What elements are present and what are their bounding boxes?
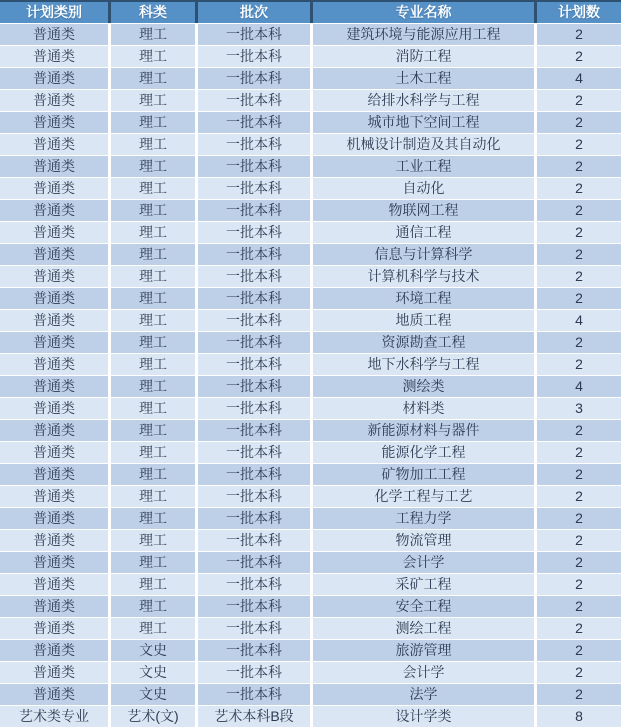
- cell-plan-count: 2: [537, 574, 621, 595]
- cell-major-name: 测绘类: [313, 376, 534, 397]
- cell-plan-category: 普通类: [0, 574, 108, 595]
- cell-subject-type: 理工: [111, 508, 195, 529]
- cell-plan-count: 2: [537, 354, 621, 375]
- cell-plan-category: 普通类: [0, 178, 108, 199]
- cell-subject-type: 理工: [111, 288, 195, 309]
- cell-subject-type: 理工: [111, 112, 195, 133]
- cell-major-name: 资源勘查工程: [313, 332, 534, 353]
- cell-major-name: 物流管理: [313, 530, 534, 551]
- cell-batch: 一批本科: [198, 90, 310, 111]
- cell-major-name: 测绘工程: [313, 618, 534, 639]
- cell-plan-count: 2: [537, 486, 621, 507]
- cell-plan-category: 普通类: [0, 112, 108, 133]
- cell-plan-count: 2: [537, 24, 621, 45]
- cell-plan-category: 普通类: [0, 156, 108, 177]
- cell-subject-type: 理工: [111, 354, 195, 375]
- cell-plan-category: 普通类: [0, 464, 108, 485]
- cell-major-name: 通信工程: [313, 222, 534, 243]
- cell-plan-category: 普通类: [0, 332, 108, 353]
- cell-subject-type: 理工: [111, 398, 195, 419]
- cell-plan-category: 普通类: [0, 640, 108, 661]
- cell-subject-type: 理工: [111, 178, 195, 199]
- cell-batch: 一批本科: [198, 178, 310, 199]
- table-row: [0, 310, 621, 331]
- cell-plan-category: 普通类: [0, 596, 108, 617]
- cell-subject-type: 理工: [111, 552, 195, 573]
- cell-batch: 一批本科: [198, 310, 310, 331]
- cell-plan-category: 普通类: [0, 530, 108, 551]
- cell-major-name: 工业工程: [313, 156, 534, 177]
- cell-plan-count: 2: [537, 178, 621, 199]
- cell-subject-type: 理工: [111, 90, 195, 111]
- column-header-subject-type: 科类: [111, 2, 195, 23]
- cell-subject-type: 理工: [111, 376, 195, 397]
- cell-major-name: 建筑环境与能源应用工程: [313, 24, 534, 45]
- cell-major-name: 化学工程与工艺: [313, 486, 534, 507]
- cell-plan-category: 普通类: [0, 24, 108, 45]
- table-row: [0, 508, 621, 529]
- cell-major-name: 消防工程: [313, 46, 534, 67]
- cell-subject-type: 理工: [111, 46, 195, 67]
- table-row: [0, 24, 621, 45]
- cell-subject-type: 理工: [111, 486, 195, 507]
- cell-batch: 一批本科: [198, 244, 310, 265]
- table-row: [0, 112, 621, 133]
- table-row: [0, 288, 621, 309]
- table-row: [0, 398, 621, 419]
- cell-batch: 一批本科: [198, 156, 310, 177]
- cell-plan-count: 2: [537, 200, 621, 221]
- cell-batch: 一批本科: [198, 398, 310, 419]
- cell-plan-count: 2: [537, 596, 621, 617]
- cell-plan-count: 4: [537, 310, 621, 331]
- cell-batch: 一批本科: [198, 112, 310, 133]
- cell-batch: 一批本科: [198, 684, 310, 705]
- cell-batch: 一批本科: [198, 288, 310, 309]
- column-header-batch: 批次: [198, 2, 310, 23]
- table-row: [0, 376, 621, 397]
- cell-batch: 一批本科: [198, 134, 310, 155]
- cell-major-name: 采矿工程: [313, 574, 534, 595]
- cell-subject-type: 文史: [111, 662, 195, 683]
- cell-plan-category: 普通类: [0, 684, 108, 705]
- cell-subject-type: 理工: [111, 200, 195, 221]
- cell-subject-type: 理工: [111, 310, 195, 331]
- cell-major-name: 材料类: [313, 398, 534, 419]
- cell-plan-count: 4: [537, 68, 621, 89]
- cell-subject-type: 理工: [111, 596, 195, 617]
- cell-subject-type: 文史: [111, 640, 195, 661]
- cell-major-name: 物联网工程: [313, 200, 534, 221]
- cell-plan-category: 普通类: [0, 662, 108, 683]
- cell-plan-count: 2: [537, 134, 621, 155]
- cell-subject-type: 理工: [111, 134, 195, 155]
- cell-plan-count: 2: [537, 332, 621, 353]
- cell-plan-count: 8: [537, 706, 621, 727]
- cell-plan-category: 普通类: [0, 376, 108, 397]
- cell-batch: 一批本科: [198, 530, 310, 551]
- cell-plan-category: 普通类: [0, 46, 108, 67]
- cell-batch: 一批本科: [198, 24, 310, 45]
- cell-subject-type: 理工: [111, 24, 195, 45]
- cell-major-name: 计算机科学与技术: [313, 266, 534, 287]
- cell-plan-category: 普通类: [0, 288, 108, 309]
- cell-plan-count: 4: [537, 376, 621, 397]
- cell-plan-category: 普通类: [0, 90, 108, 111]
- table-row: [0, 684, 621, 705]
- cell-subject-type: 理工: [111, 464, 195, 485]
- table-row: [0, 68, 621, 89]
- cell-plan-category: 普通类: [0, 420, 108, 441]
- cell-major-name: 机械设计制造及其自动化: [313, 134, 534, 155]
- cell-subject-type: 理工: [111, 618, 195, 639]
- cell-plan-count: 2: [537, 156, 621, 177]
- cell-plan-count: 2: [537, 618, 621, 639]
- table-row: [0, 552, 621, 573]
- cell-batch: 一批本科: [198, 222, 310, 243]
- cell-plan-count: 2: [537, 112, 621, 133]
- table-row: [0, 222, 621, 243]
- cell-batch: 一批本科: [198, 354, 310, 375]
- cell-batch: 一批本科: [198, 508, 310, 529]
- cell-major-name: 矿物加工工程: [313, 464, 534, 485]
- table-row: [0, 706, 621, 727]
- cell-major-name: 土木工程: [313, 68, 534, 89]
- table-row: [0, 442, 621, 463]
- table-row: [0, 134, 621, 155]
- table-row: [0, 640, 621, 661]
- cell-batch: 一批本科: [198, 420, 310, 441]
- cell-subject-type: 艺术(文): [111, 706, 195, 727]
- cell-batch: 一批本科: [198, 68, 310, 89]
- table-row: [0, 574, 621, 595]
- cell-batch: 一批本科: [198, 662, 310, 683]
- cell-batch: 一批本科: [198, 464, 310, 485]
- table-row: [0, 618, 621, 639]
- table-row: [0, 530, 621, 551]
- cell-subject-type: 理工: [111, 442, 195, 463]
- table-row: [0, 332, 621, 353]
- cell-batch: 一批本科: [198, 596, 310, 617]
- cell-subject-type: 理工: [111, 332, 195, 353]
- cell-plan-count: 2: [537, 662, 621, 683]
- cell-major-name: 旅游管理: [313, 640, 534, 661]
- cell-batch: 一批本科: [198, 266, 310, 287]
- cell-major-name: 会计学: [313, 662, 534, 683]
- cell-plan-category: 普通类: [0, 552, 108, 573]
- cell-major-name: 能源化学工程: [313, 442, 534, 463]
- cell-plan-count: 2: [537, 288, 621, 309]
- cell-plan-count: 2: [537, 508, 621, 529]
- cell-plan-count: 2: [537, 244, 621, 265]
- cell-batch: 一批本科: [198, 200, 310, 221]
- cell-major-name: 会计学: [313, 552, 534, 573]
- cell-plan-category: 普通类: [0, 134, 108, 155]
- table-row: [0, 662, 621, 683]
- table-row: [0, 200, 621, 221]
- table-row: [0, 266, 621, 287]
- cell-batch: 一批本科: [198, 486, 310, 507]
- cell-major-name: 新能源材料与器件: [313, 420, 534, 441]
- cell-major-name: 城市地下空间工程: [313, 112, 534, 133]
- cell-major-name: 法学: [313, 684, 534, 705]
- cell-plan-category: 普通类: [0, 68, 108, 89]
- cell-major-name: 自动化: [313, 178, 534, 199]
- cell-plan-category: 普通类: [0, 398, 108, 419]
- cell-subject-type: 文史: [111, 684, 195, 705]
- cell-plan-count: 3: [537, 398, 621, 419]
- cell-plan-category: 普通类: [0, 222, 108, 243]
- cell-plan-count: 2: [537, 442, 621, 463]
- cell-subject-type: 理工: [111, 244, 195, 265]
- table-row: [0, 46, 621, 67]
- cell-major-name: 设计学类: [313, 706, 534, 727]
- cell-plan-category: 艺术类专业: [0, 706, 108, 727]
- table-row: [0, 178, 621, 199]
- cell-subject-type: 理工: [111, 68, 195, 89]
- cell-batch: 一批本科: [198, 332, 310, 353]
- cell-plan-count: 2: [537, 266, 621, 287]
- cell-major-name: 地质工程: [313, 310, 534, 331]
- cell-plan-category: 普通类: [0, 200, 108, 221]
- cell-plan-category: 普通类: [0, 244, 108, 265]
- table-row: [0, 156, 621, 177]
- cell-subject-type: 理工: [111, 420, 195, 441]
- column-header-major-name: 专业名称: [313, 2, 534, 23]
- cell-plan-count: 2: [537, 420, 621, 441]
- cell-subject-type: 理工: [111, 574, 195, 595]
- cell-plan-count: 2: [537, 552, 621, 573]
- cell-plan-count: 2: [537, 46, 621, 67]
- cell-plan-category: 普通类: [0, 508, 108, 529]
- cell-plan-category: 普通类: [0, 486, 108, 507]
- table-row: [0, 90, 621, 111]
- table-row: [0, 486, 621, 507]
- cell-subject-type: 理工: [111, 156, 195, 177]
- column-header-plan-count: 计划数: [537, 2, 621, 23]
- table-row: [0, 420, 621, 441]
- cell-batch: 艺术本科B段: [198, 706, 310, 727]
- cell-major-name: 给排水科学与工程: [313, 90, 534, 111]
- cell-batch: 一批本科: [198, 376, 310, 397]
- cell-major-name: 环境工程: [313, 288, 534, 309]
- cell-plan-count: 2: [537, 464, 621, 485]
- cell-plan-category: 普通类: [0, 354, 108, 375]
- cell-major-name: 安全工程: [313, 596, 534, 617]
- cell-batch: 一批本科: [198, 574, 310, 595]
- cell-batch: 一批本科: [198, 552, 310, 573]
- column-header-plan-category: 计划类别: [0, 2, 108, 23]
- cell-plan-count: 2: [537, 222, 621, 243]
- table-body: [0, 24, 621, 727]
- cell-subject-type: 理工: [111, 222, 195, 243]
- table-row: [0, 596, 621, 617]
- cell-plan-count: 2: [537, 640, 621, 661]
- cell-major-name: 工程力学: [313, 508, 534, 529]
- cell-plan-count: 2: [537, 684, 621, 705]
- cell-batch: 一批本科: [198, 618, 310, 639]
- table-header-row: [0, 2, 621, 23]
- cell-major-name: 信息与计算科学: [313, 244, 534, 265]
- cell-major-name: 地下水科学与工程: [313, 354, 534, 375]
- table-row: [0, 244, 621, 265]
- table-row: [0, 464, 621, 485]
- cell-plan-category: 普通类: [0, 442, 108, 463]
- cell-plan-category: 普通类: [0, 310, 108, 331]
- cell-batch: 一批本科: [198, 442, 310, 463]
- table-row: [0, 354, 621, 375]
- cell-subject-type: 理工: [111, 530, 195, 551]
- cell-subject-type: 理工: [111, 266, 195, 287]
- cell-plan-count: 2: [537, 90, 621, 111]
- cell-batch: 一批本科: [198, 46, 310, 67]
- cell-plan-count: 2: [537, 530, 621, 551]
- cell-plan-category: 普通类: [0, 618, 108, 639]
- cell-batch: 一批本科: [198, 640, 310, 661]
- cell-plan-category: 普通类: [0, 266, 108, 287]
